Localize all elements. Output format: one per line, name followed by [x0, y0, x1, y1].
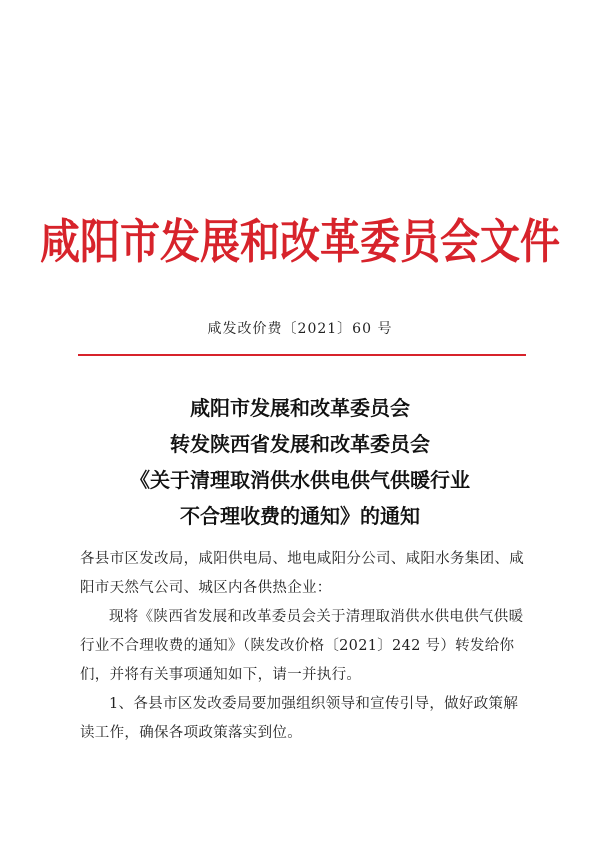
notice-title-line-3: 《关于清理取消供水供电供气供暖行业	[130, 468, 470, 492]
recipients-paragraph: 各县市区发改局，咸阳供电局、地电咸阳分公司、咸阳水务集团、咸阳市天然气公司、城区内各供热企业：	[80, 551, 524, 596]
body-paragraph-2: 1、各县市区发改委局要加强组织领导和宣传引导，做好政策解读工作，确保各项政策落实到位。	[80, 696, 519, 741]
notice-title-line-1: 咸阳市发展和改革委员会	[190, 396, 410, 420]
red-divider-line	[78, 354, 526, 356]
document-header-title: 咸阳市发展和改革委员会文件	[40, 214, 560, 270]
notice-title-line-4: 不合理收费的通知》的通知	[180, 504, 420, 528]
body-paragraph-1: 现将《陕西省发展和改革委员会关于清理取消供水供电供气供暖行业不合理收费的通知》（陕发改价格〔2021〕242 号）转发给你们，并将有关事项通知如下，请一并执行。	[80, 609, 524, 683]
document-body	[80, 545, 530, 748]
notice-title-line-2: 转发陕西省发展和改革委员会	[170, 432, 430, 456]
notice-title	[0, 390, 600, 534]
document-number: 咸发改价费〔2021〕60 号	[207, 321, 393, 337]
